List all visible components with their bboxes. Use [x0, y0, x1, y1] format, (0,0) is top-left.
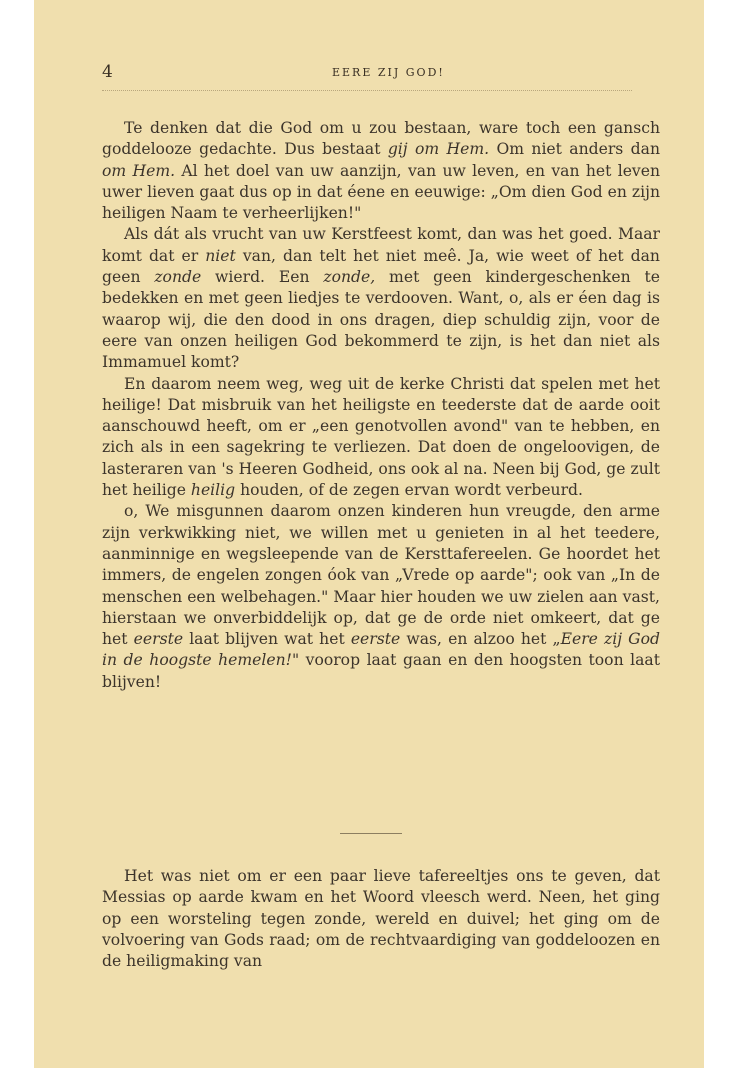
emphasis: om Hem.	[102, 161, 176, 180]
text-run: was, en alzoo het „	[400, 630, 561, 649]
text-run: houden, of de zegen ervan wordt verbeurd.	[235, 481, 583, 500]
text-run: wierd. Een	[201, 268, 324, 287]
emphasis: zonde,	[323, 268, 376, 287]
emphasis: gij om Hem.	[387, 140, 490, 159]
emphasis: zonde	[154, 268, 202, 287]
emphasis: heilig	[190, 481, 236, 500]
emphasis: eerste	[350, 630, 401, 649]
text-run: En daarom neem weg, weg uit de kerke Christi dat spelen met het heilige! Dat misbruik van het heiligste en teederste dat de aarde ooit aanschouwd heeft, om er „een genotvollen avond" van te hebben, en zich als in een sagekring te verliezen. Dat doen de ongeloovigen, de lasteraren van 's Heeren Godheid, ons ook al na. Neen bij God, ge zult het heilige	[102, 374, 660, 500]
page-header	[102, 62, 632, 86]
text-run: " voorop laat gaan en den hoogsten toon laat blijven!	[102, 651, 660, 691]
emphasis: eerste	[133, 630, 184, 649]
paragraph	[102, 224, 660, 373]
body-text	[102, 118, 660, 693]
text-run: Om niet anders dan	[489, 140, 660, 159]
paragraph	[102, 118, 660, 224]
text-run: o, We misgunnen daarom onzen kinderen hun vreugde, den arme zijn verkwikking niet, we willen met u genieten in al het teedere, aanminnige en wegsleepende van de Kersttafereelen. Ge hoordet het immers, de engelen zongen óok van „Vrede op aarde"; ook van „In de menschen een welbehagen." Maar hier houden we uw zielen aan vast, hierstaan we onverbiddelijk op, dat ge de orde niet omkeert, dat ge het	[102, 502, 660, 649]
emphasis: niet	[205, 246, 236, 265]
body-text-continued	[102, 866, 660, 972]
section-divider	[340, 833, 402, 835]
paragraph	[102, 374, 660, 502]
page-number: 4	[102, 62, 113, 82]
paragraph	[102, 866, 660, 972]
running-title: EERE ZIJ GOD!	[332, 66, 445, 79]
text-run: laat blijven wat het	[183, 630, 351, 649]
text-run: van, dan telt het niet meê. Ja, wie weet of het dan geen	[102, 246, 660, 287]
header-rule	[102, 90, 632, 92]
paragraph	[102, 501, 660, 693]
text-run: Al het doel van uw aanzijn, van uw leven, en van het leven uwer lieven gaat dus op in dat éene en eeuwige: „Om dien God en zijn heiligen Naam te verheerlijken!"	[102, 161, 660, 223]
text-run: Als dát als vrucht van uw Kerstfeest komt, dan was het goed. Maar komt dat er	[102, 225, 660, 265]
text-run: Het was niet om er een paar lieve tafereeltjes ons te geven, dat Messias op aarde kwam en het Woord vleesch werd. Neen, het ging op een worsteling tegen zonde, wereld en duivel; het ging om de volvoering van Gods raad; om de rechtvaardiging van goddeloozen en de heiligmaking van	[102, 867, 660, 971]
text-run: Te denken dat die God om u zou bestaan, ware toch een gansch goddelooze gedachte. Dus bestaat	[102, 119, 660, 159]
text-run: met geen kindergeschenken te bedekken en met geen liedjes te verdooven. Want, o, als er éen dag is waarop wij, die den dood in ons dragen, diep schuldig zijn, voor de eere van onzen heiligen God bekommerd te zijn, is het dan niet als Immamuel komt?	[102, 268, 660, 372]
emphasis: Eere zij God in de hoogste hemelen!	[102, 630, 660, 670]
